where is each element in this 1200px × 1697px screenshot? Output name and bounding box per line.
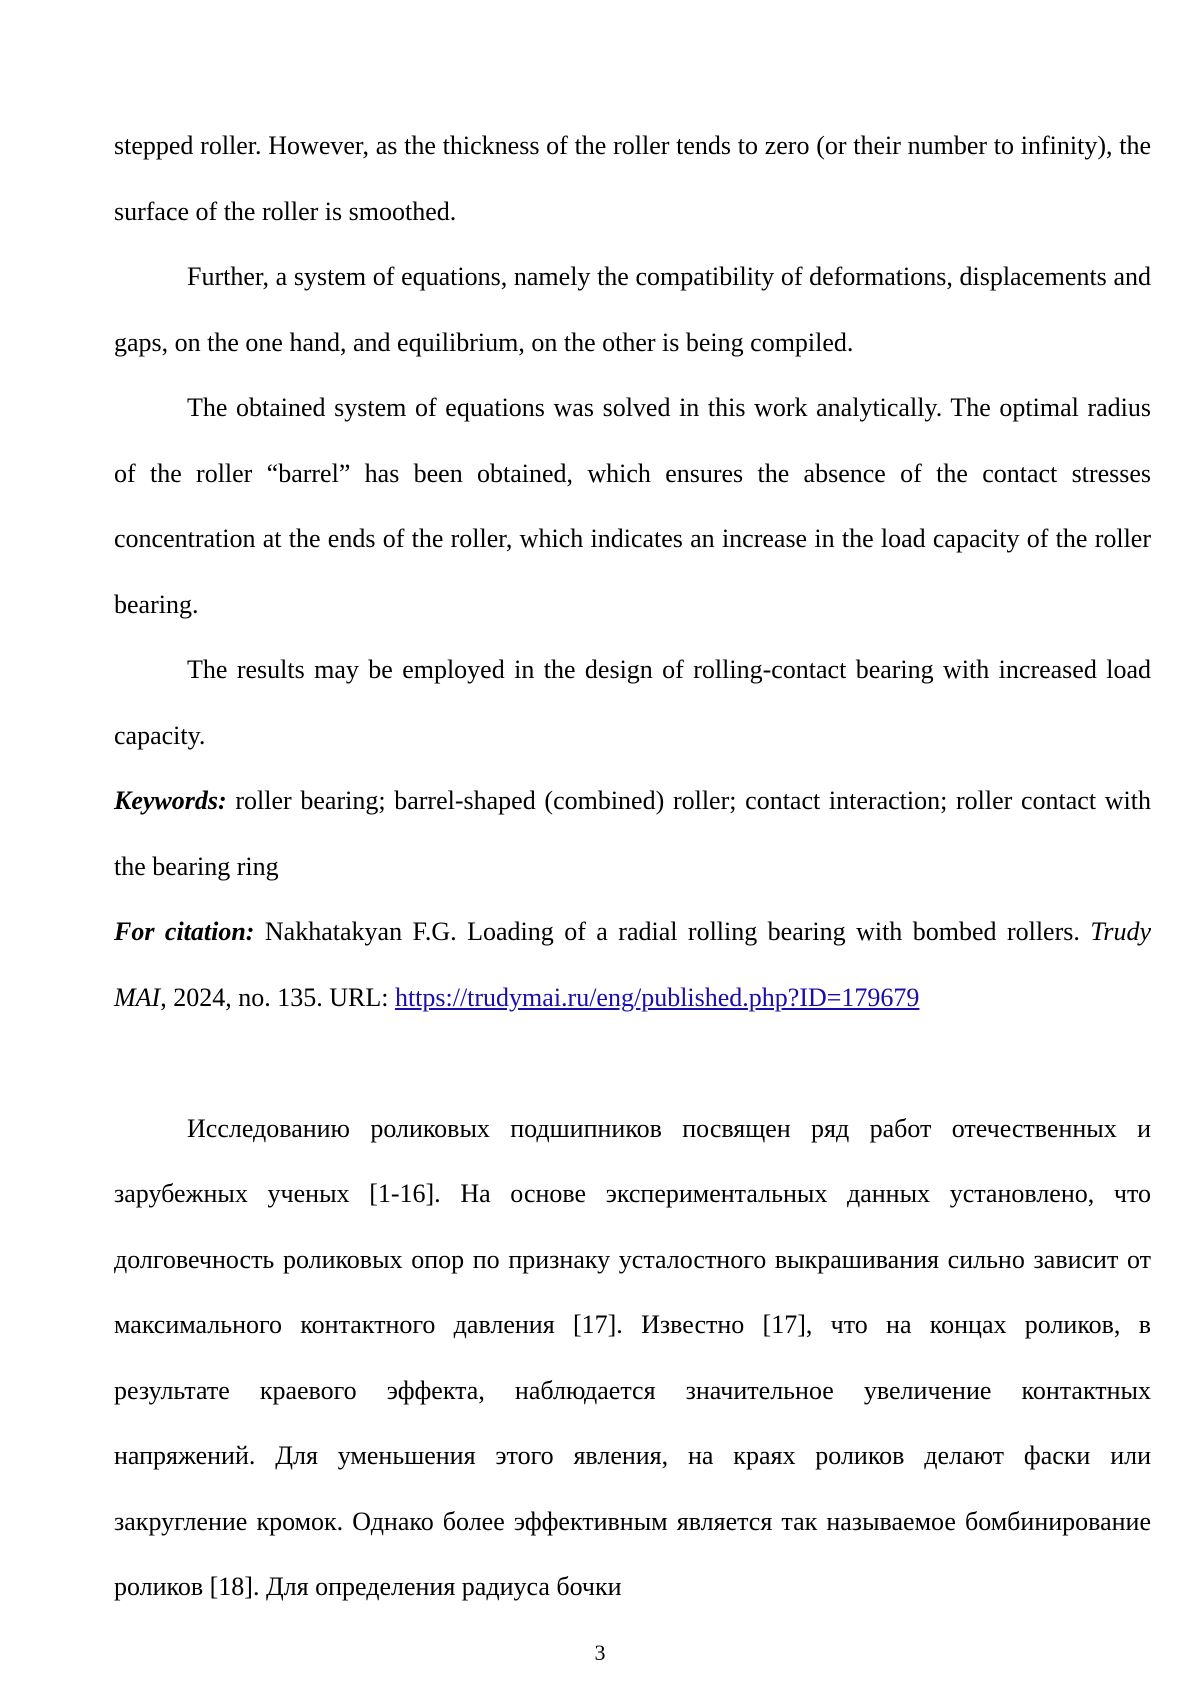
citation-label: For citation: (114, 917, 255, 946)
abstract-paragraph-solution: The obtained system of equations was solved in this work analytically. The optimal radius of the roller “barrel” has been obtained, which ensures the absence of the contact stresses concentration at the ends of the roller, which indicates an increase in the load capacity of the roller bearing. (114, 393, 1151, 619)
page-number: 3 (594, 1640, 606, 1665)
keywords-text: roller bearing; barrel-shaped (combined) roller; contact interaction; roller contact with the bearing ring (114, 786, 1151, 881)
citation-journal: Trudy MAI (114, 917, 1152, 1012)
keywords-label: Keywords: (114, 786, 227, 815)
citation-link[interactable]: https://trudymai.ru/eng/published.php?ID=179679 (394, 982, 920, 1012)
keywords-paragraph (114, 768, 1151, 899)
citation-details: , 2024, no. 135. URL: (160, 982, 395, 1012)
abstract-paragraph-equations: Further, a system of equations, namely the compatibility of deformations, displacements and gaps, on the one hand, and equilibrium, on the other is being compiled. (114, 262, 1151, 357)
section-spacer (114, 1030, 1151, 1096)
page-content (114, 113, 1151, 1620)
abstract-paragraph-continuation: stepped roller. However, as the thickness of the roller tends to zero (or their number to infinity), the surface of the roller is smoothed. (114, 131, 1151, 226)
abstract-paragraph-results: The results may be employed in the design of rolling-contact bearing with increased load capacity. (114, 655, 1151, 750)
citation-text: Nakhatakyan F.G. Loading of a radial rolling bearing with bombed rollers. (254, 917, 1091, 946)
citation-paragraph (114, 899, 1151, 1030)
body-paragraph: Исследованию роликовых подшипников посвящен ряд работ отечественных и зарубежных ученых [1-16]. На основе экспериментальных данных установлено, что долговечность роликовых опор по признаку усталостного выкрашивания сильно зависит от максимального контактного давления [17]. Известно [17], что на концах роликов, в результате краевого эффекта, наблюдается значительное увеличение контактных напряжений. Для уменьшения этого явления, на краях роликов делают фаски или закругление кромок. Однако более эффективным является так называемое бомбинирование роликов [18]. Для определения радиуса бочки (114, 1113, 1151, 1601)
